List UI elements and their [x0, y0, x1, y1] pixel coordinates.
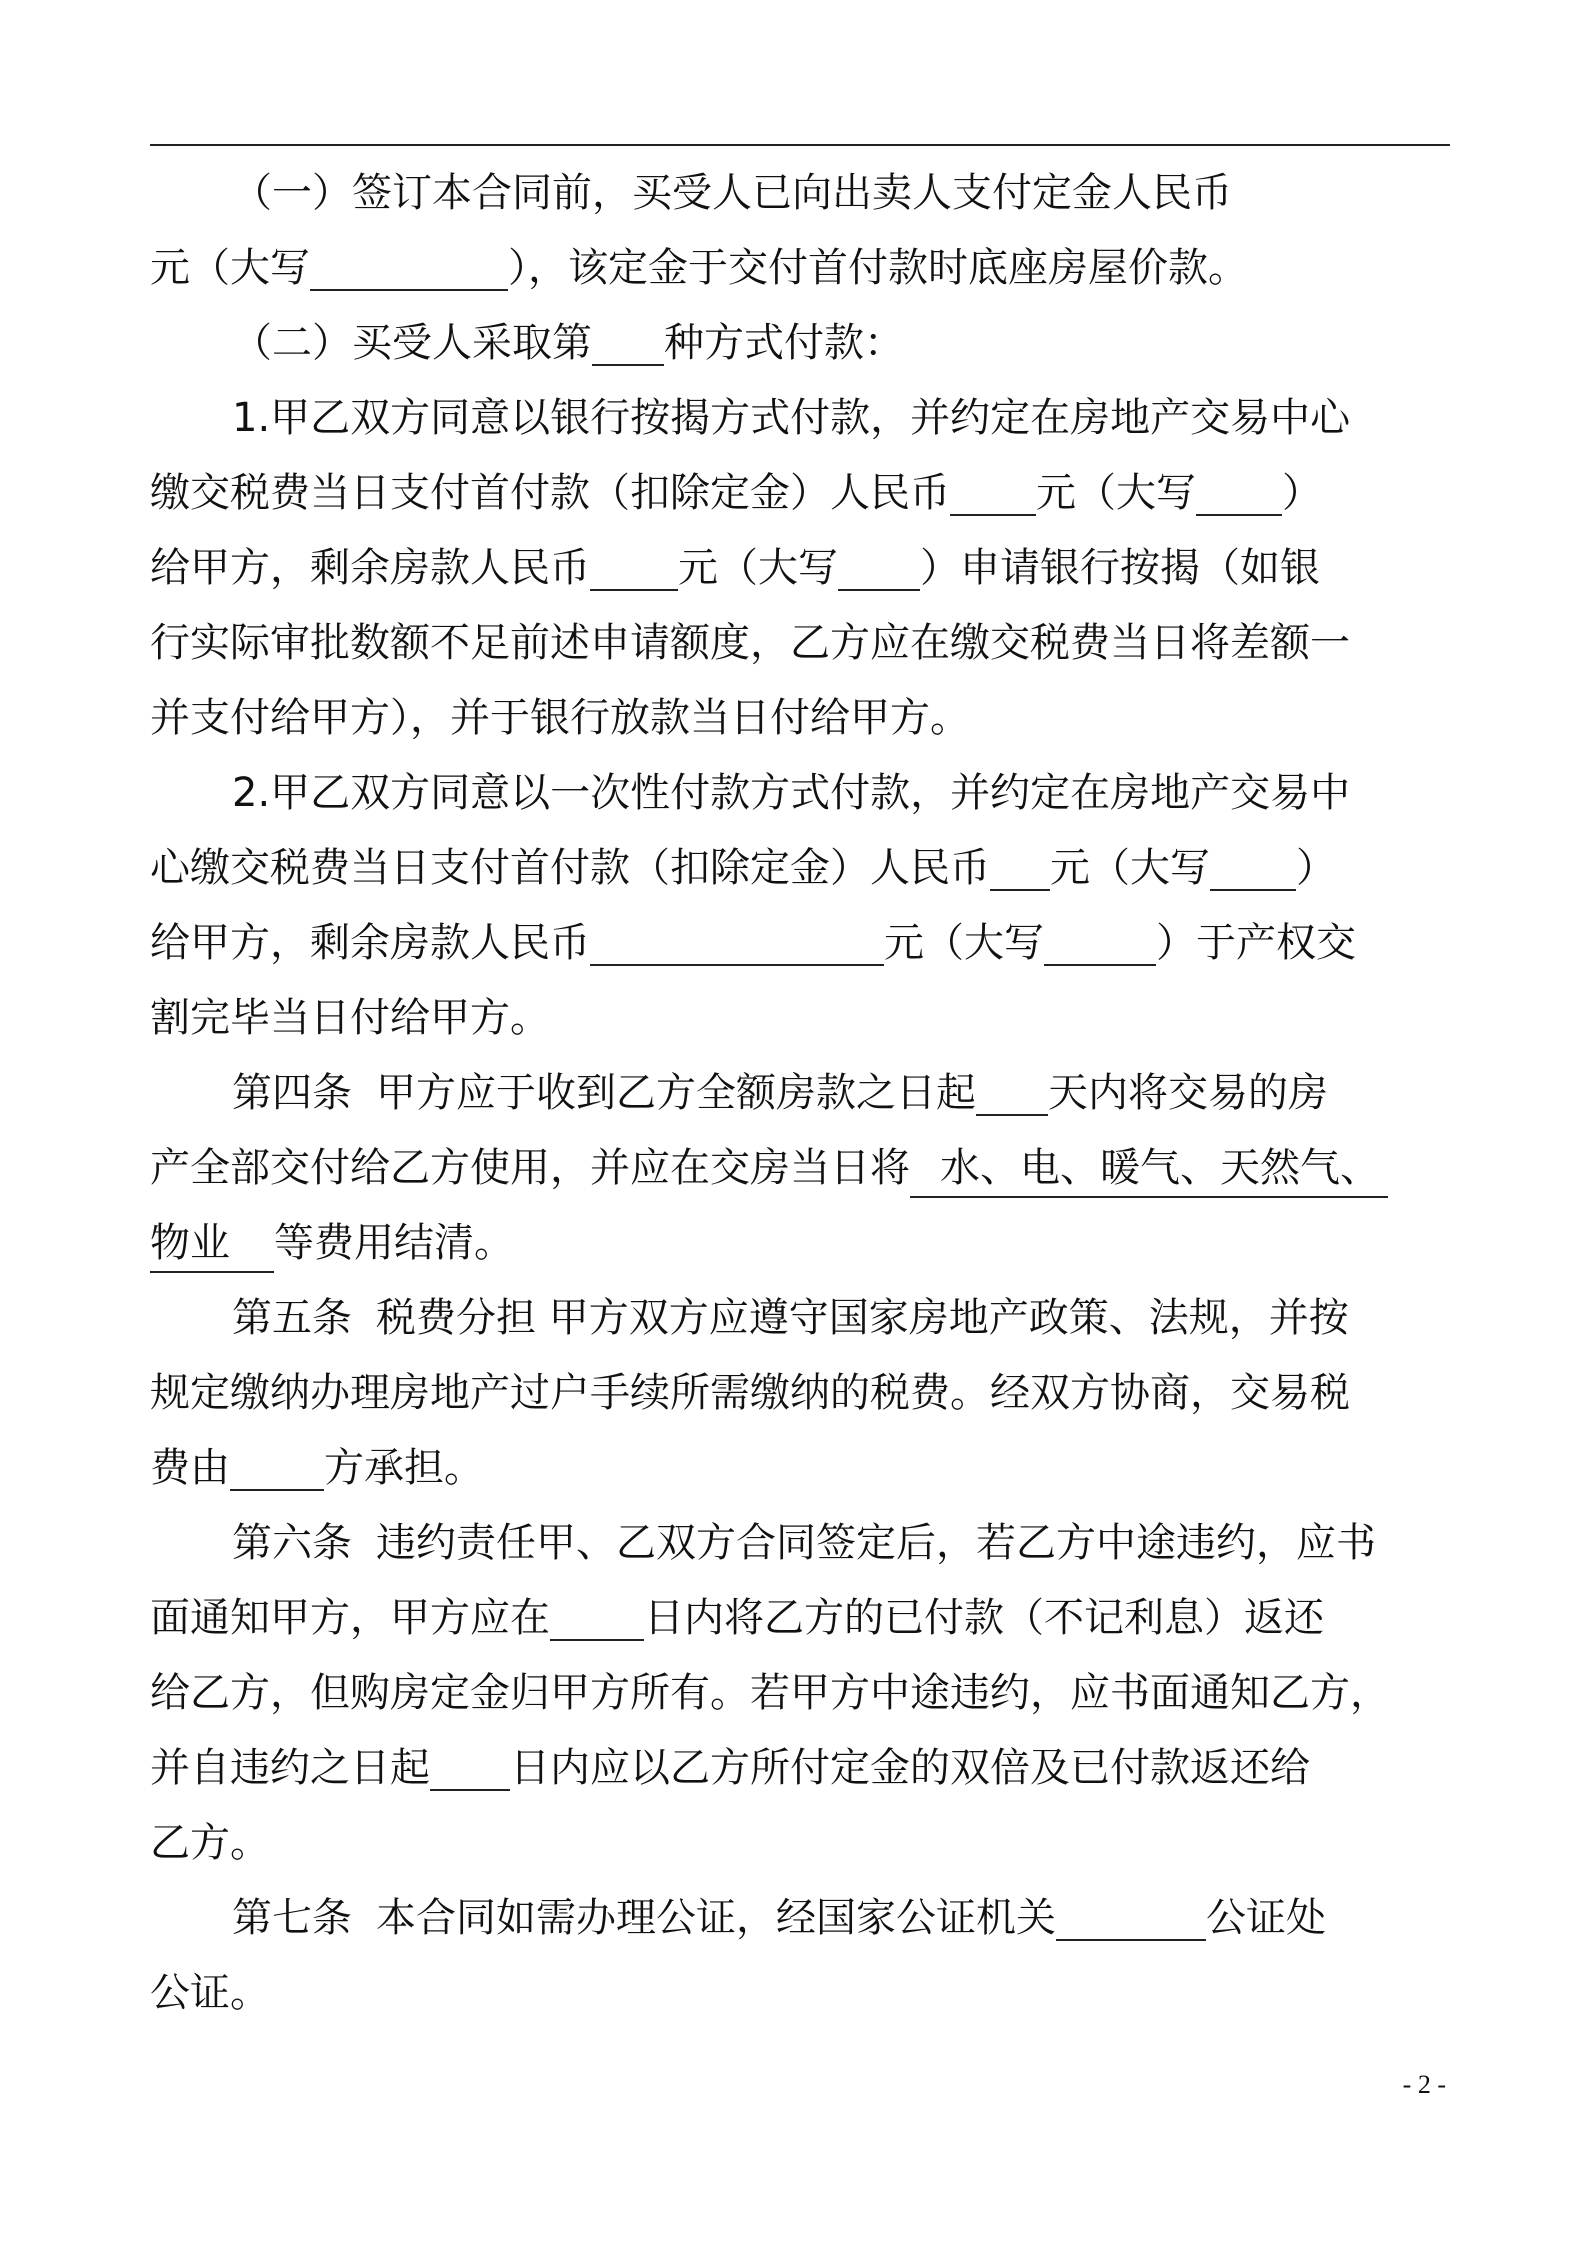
mortgage-text-2c: ） — [1282, 470, 1322, 516]
article-5-text-3b: 方承担。 — [324, 1445, 484, 1491]
remaining-amount-blank — [590, 541, 678, 591]
utilities-filled-field: 水、电、暖气、天然气、 — [910, 1140, 1388, 1198]
deposit-clause — [150, 156, 1450, 231]
lump-remaining-uppercase-blank — [1044, 916, 1156, 966]
article-4-text-1a: 甲方应于收到乙方全额房款之日起 — [376, 1070, 976, 1116]
lump-sum-option-line-4 — [150, 981, 1450, 1056]
article-6-line-5 — [150, 1806, 1450, 1881]
lump-down-payment-blank — [990, 841, 1050, 891]
deposit-line-1: （一）签订本合同前，买受人已向出卖人支付定金人民币 — [232, 170, 1232, 216]
property-fee-filled-field: 物业 — [150, 1215, 274, 1273]
payment-method-suffix: 种方式付款： — [664, 320, 904, 366]
article-7-text-1a: 本合同如需办理公证，经国家公证机关 — [376, 1895, 1056, 1941]
mortgage-option-line-4 — [150, 606, 1450, 681]
article-4-line-3 — [150, 1206, 1450, 1281]
article-6-title: 第六条 — [232, 1520, 352, 1566]
payment-method-clause — [150, 306, 1450, 381]
mortgage-text-2a: 缴交税费当日支付首付款（扣除定金）人民币 — [150, 470, 950, 516]
article-5-line-2 — [150, 1356, 1450, 1431]
mortgage-text-1: 1.甲乙双方同意以银行按揭方式付款，并约定在房地产交易中心 — [232, 395, 1351, 441]
article-5-title: 第五条 — [232, 1295, 352, 1341]
mortgage-text-3c: ）申请银行按揭（如银 — [920, 545, 1320, 591]
mortgage-text-3a: 给甲方，剩余房款人民币 — [150, 545, 590, 591]
article-5-text-2: 规定缴纳办理房地产过户手续所需缴纳的税费。经双方协商，交易税 — [150, 1370, 1350, 1416]
mortgage-option-line-2 — [150, 456, 1450, 531]
deposit-clause-cont — [150, 231, 1450, 306]
mortgage-text-5: 并支付给甲方），并于银行放款当日付给甲方。 — [150, 695, 970, 741]
lump-sum-text-3a: 给甲方，剩余房款人民币 — [150, 920, 590, 966]
lump-sum-text-2b: 元（大写 — [1050, 845, 1210, 891]
deposit-line-2: ），该定金于交付首付款时底座房屋价款。 — [508, 245, 1248, 291]
article-6-line-2 — [150, 1581, 1450, 1656]
article-5-line-3 — [150, 1431, 1450, 1506]
deposit-uppercase-label: 元（大写 — [150, 245, 310, 291]
lump-sum-text-4: 割完毕当日付给甲方。 — [150, 995, 550, 1041]
article-6-line-1 — [150, 1506, 1450, 1581]
mortgage-text-4: 行实际审批数额不足前述申请额度，乙方应在缴交税费当日将差额一 — [150, 620, 1350, 666]
tax-bearer-blank — [230, 1441, 324, 1491]
lump-sum-option-line-3 — [150, 906, 1450, 981]
remaining-uppercase-blank — [838, 541, 920, 591]
article-6-text-4b: 日内应以乙方所付定金的双倍及已付款返还给 — [510, 1745, 1310, 1791]
article-6-text-2b: 日内将乙方的已付款（不记利息）返还 — [644, 1595, 1324, 1641]
double-refund-days-blank — [430, 1741, 510, 1791]
handover-days-blank — [976, 1066, 1048, 1116]
lump-sum-text-1: 2.甲乙双方同意以一次性付款方式付款，并约定在房地产交易中 — [232, 770, 1351, 816]
deposit-uppercase-blank — [310, 241, 508, 291]
down-payment-uppercase-blank — [1196, 466, 1282, 516]
article-7-line-1 — [150, 1881, 1450, 1956]
notary-office-blank — [1056, 1891, 1206, 1941]
article-6-text-1: 违约责任甲、乙双方合同签定后，若乙方中途违约，应书 — [376, 1520, 1376, 1566]
article-7-text-2: 公证。 — [150, 1970, 270, 2016]
article-4-line-1 — [150, 1056, 1450, 1131]
header-rule — [150, 144, 1450, 146]
lump-sum-text-2a: 心缴交税费当日支付首付款（扣除定金）人民币 — [150, 845, 990, 891]
lump-remaining-amount-blank — [590, 916, 884, 966]
article-4-text-3b: 等费用结清。 — [274, 1220, 514, 1266]
article-6-text-3: 给乙方，但购房定金归甲方所有。若甲方中途违约，应书面通知乙方， — [150, 1670, 1390, 1716]
article-7-text-1b: 公证处 — [1206, 1895, 1326, 1941]
payment-method-label: （二）买受人采取第 — [232, 320, 592, 366]
article-5-line-1 — [150, 1281, 1450, 1356]
article-6-text-4a: 并自违约之日起 — [150, 1745, 430, 1791]
page-number: - 2 - — [1402, 2070, 1446, 2099]
article-4-text-1b: 天内将交易的房 — [1048, 1070, 1328, 1116]
mortgage-option-line-3 — [150, 531, 1450, 606]
article-7-title: 第七条 — [232, 1895, 352, 1941]
article-7-line-2 — [150, 1956, 1450, 2031]
lump-sum-text-3b: 元（大写 — [884, 920, 1044, 966]
contract-body — [150, 156, 1450, 2031]
mortgage-text-2b: 元（大写 — [1036, 470, 1196, 516]
down-payment-amount-blank — [950, 466, 1036, 516]
lump-sum-text-2c: ） — [1296, 845, 1336, 891]
mortgage-text-3b: 元（大写 — [678, 545, 838, 591]
article-6-line-4 — [150, 1731, 1450, 1806]
article-5-text-3a: 费由 — [150, 1445, 230, 1491]
lump-sum-option-line-1 — [150, 756, 1450, 831]
article-4-line-2 — [150, 1131, 1450, 1206]
article-4-text-2a: 产全部交付给乙方使用，并应在交房当日将 — [150, 1145, 910, 1191]
mortgage-option-line-5 — [150, 681, 1450, 756]
article-4-title: 第四条 — [232, 1070, 352, 1116]
article-6-line-3 — [150, 1656, 1450, 1731]
mortgage-option-line-1 — [150, 381, 1450, 456]
lump-sum-option-line-2 — [150, 831, 1450, 906]
article-5-text-1: 税费分担 甲方双方应遵守国家房地产政策、法规，并按 — [376, 1295, 1349, 1341]
article-6-text-5: 乙方。 — [150, 1820, 270, 1866]
article-6-text-2a: 面通知甲方，甲方应在 — [150, 1595, 550, 1641]
lump-sum-text-3c: ）于产权交 — [1156, 920, 1356, 966]
payment-method-blank — [592, 316, 664, 366]
refund-days-blank — [550, 1591, 644, 1641]
lump-down-uppercase-blank — [1210, 841, 1296, 891]
